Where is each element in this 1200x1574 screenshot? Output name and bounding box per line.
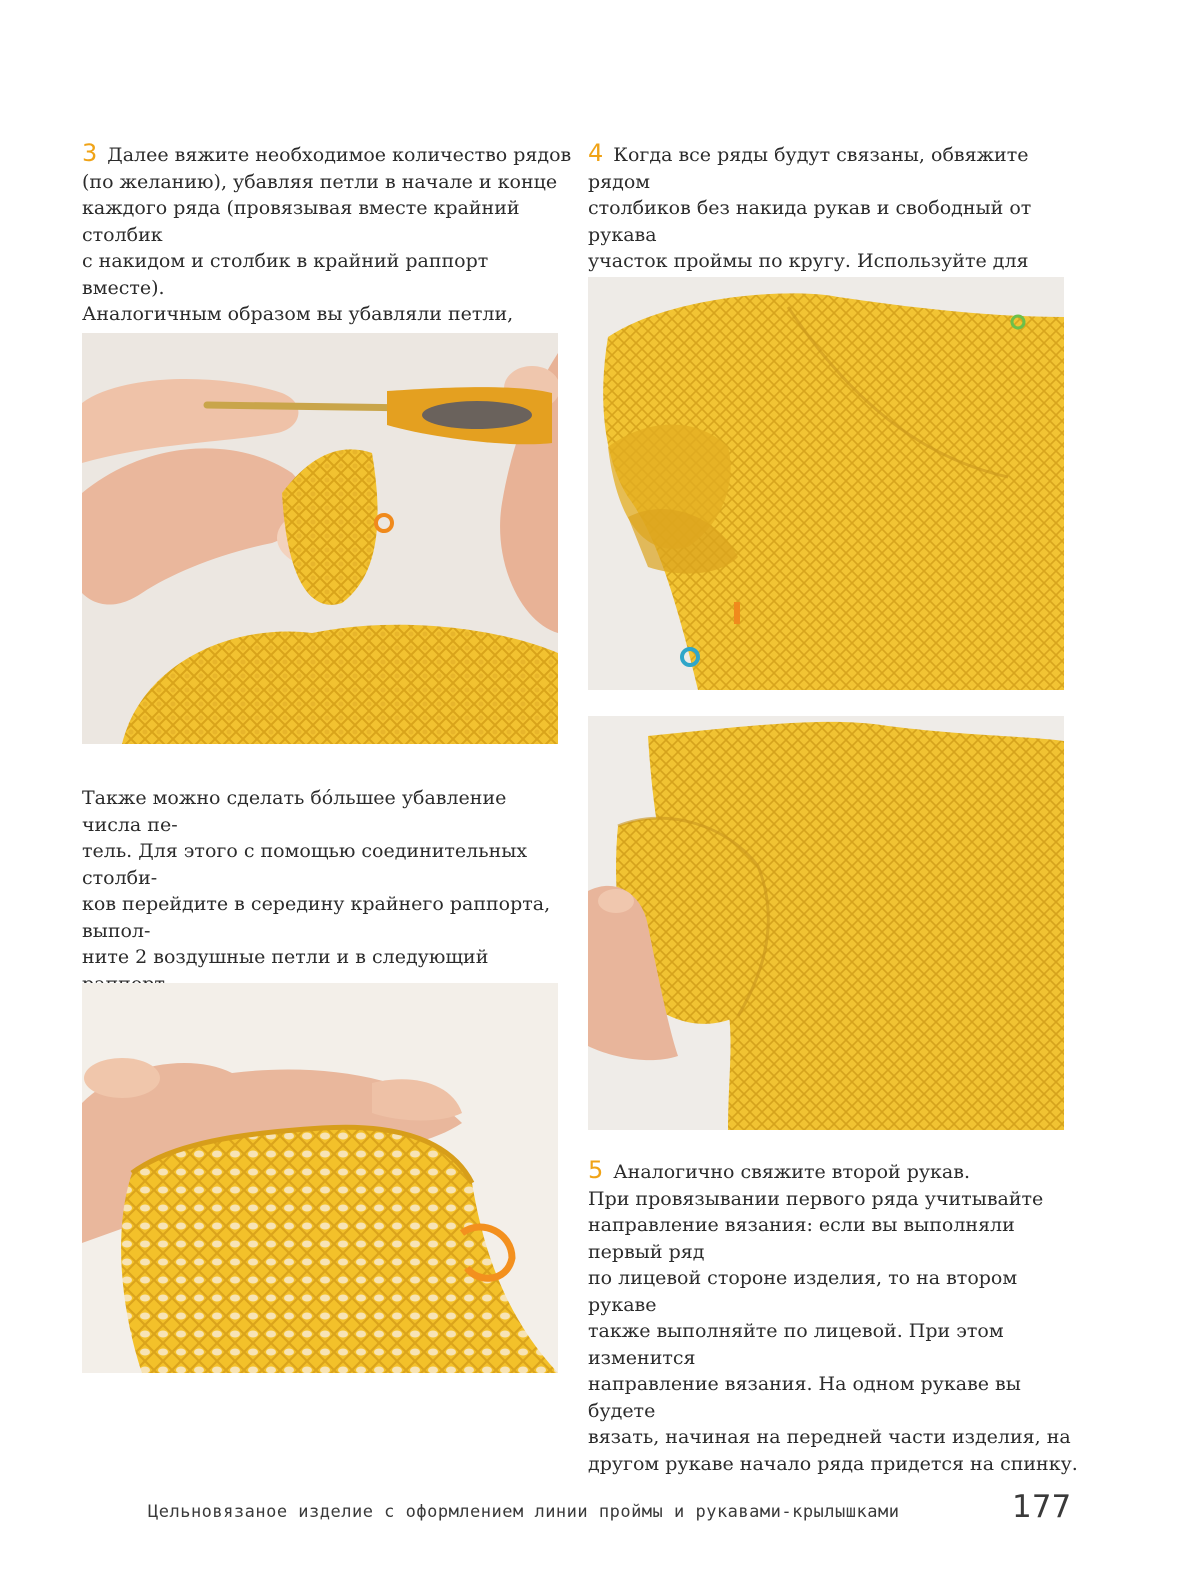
step-number: 3: [82, 139, 98, 167]
text-line: ните 2 воздушные петли и в следующий: [82, 946, 489, 968]
text-line: Аналогично свяжите второй рукав.: [613, 1161, 970, 1183]
text-line: При провязывании первого ряда учитывайте: [588, 1187, 1044, 1210]
text-line: с накидом и столбик в крайний раппорт вместе).: [82, 250, 489, 299]
text-line: по лицевой стороне изделия, то на втором рукаве: [588, 1267, 1018, 1316]
sleeve-ruffle-held-photo: [588, 716, 1064, 1130]
text-line: тель. Для этого с помощью соединительных столби-: [82, 840, 528, 889]
text-line: (по желанию), убавляя петли в начале и конце: [82, 170, 558, 193]
text-line: Когда все ряды будут связаны, обвяжите рядом: [588, 144, 1029, 193]
text-line: вязать, начиная на передней части изделия, на: [588, 1426, 1071, 1448]
page-number: 177: [1012, 1489, 1072, 1525]
step-5-text: [588, 1157, 1078, 1477]
text-line: Аналогичным образом вы убавляли петли,: [82, 303, 514, 325]
text-line: столбиков без накида рукав и свободный от рукава: [588, 197, 1032, 246]
text-line: другом рукаве начало ряда придется на спинку.: [588, 1452, 1078, 1475]
text-line: каждого ряда (провязывая вместе крайний столбик: [82, 197, 520, 246]
step-number: 4: [588, 139, 604, 167]
text-line: Также можно сделать бóльшее убавление числа пе-: [82, 787, 507, 836]
sleeve-ruffle-flat-photo: [588, 277, 1064, 690]
crochet-hook-hands-photo: [82, 333, 558, 744]
text-line: участок проймы по кругу. Используйте для: [588, 250, 1029, 272]
text-line: Далее вяжите необходимое количество рядов: [107, 144, 572, 166]
hand-holding-yarn-edge-photo: [82, 983, 558, 1373]
running-footer: Цельновязаное изделие с оформлением линии проймы и рукавами-крылышками: [148, 1502, 900, 1522]
text-line: также выполняйте по лицевой. При этом изменится: [588, 1320, 1004, 1369]
text-line: ков перейдите в середину крайнего раппорта, выпол-: [82, 893, 551, 942]
text-line: направление вязания. На одном рукаве вы будете: [588, 1373, 1021, 1422]
step-number: 5: [588, 1156, 604, 1184]
text-line: направление вязания: если вы выполняли первый ряд: [588, 1214, 1015, 1263]
